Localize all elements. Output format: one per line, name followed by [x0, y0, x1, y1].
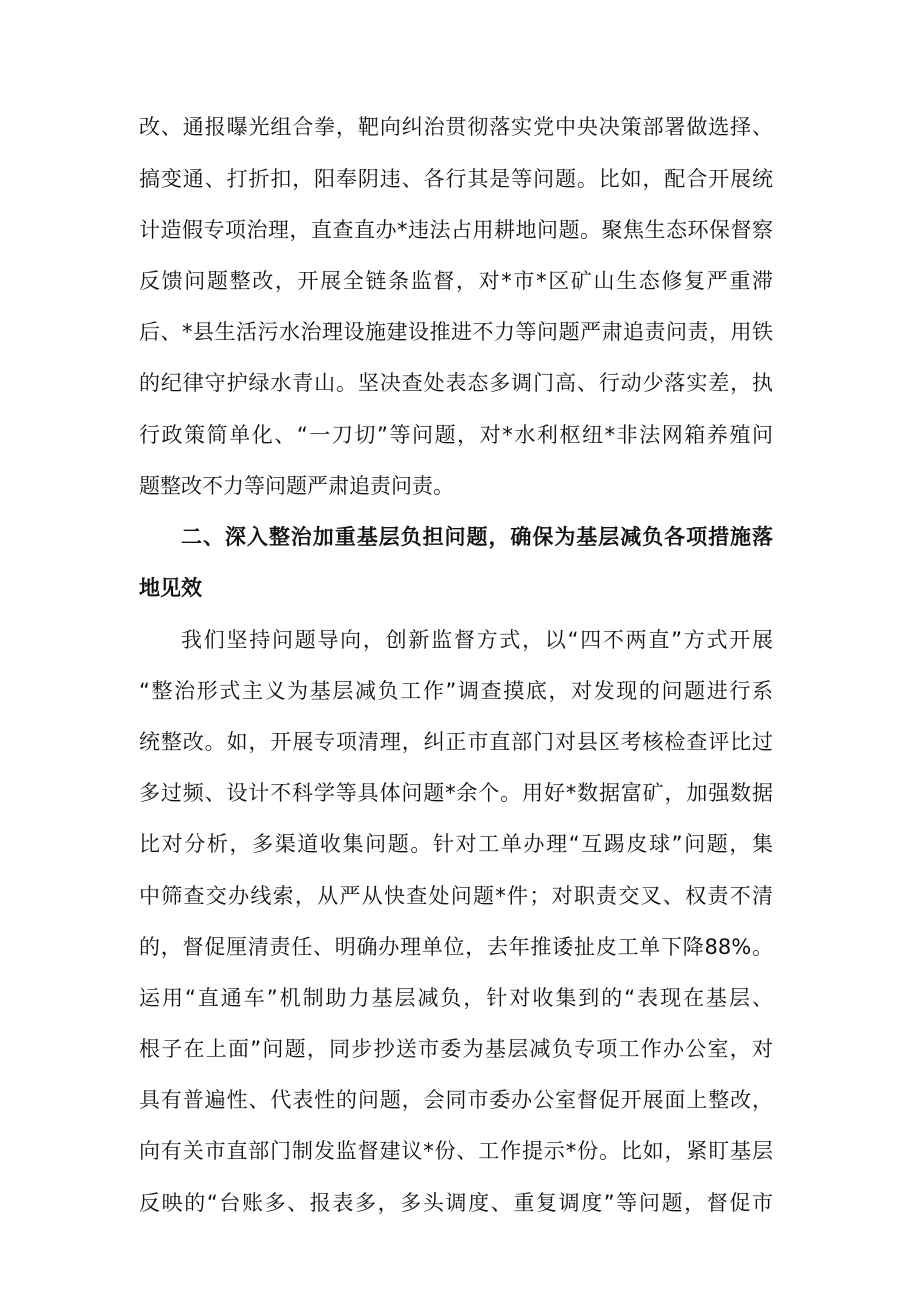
- body-text-line: 反映的“台账多、报表多，多头调度、重复调度”等问题，督促市: [139, 1191, 773, 1215]
- body-text-line: 行政策简单化、“一刀切”等问题，对*水利枢纽*非法网箱养殖问: [139, 423, 773, 447]
- section-heading: 二、深入整治加重基层负担问题，确保为基层减负各项措施落: [181, 525, 773, 549]
- body-text-line: “整治形式主义为基层减负工作”调查摸底，对发现的问题进行系: [139, 679, 773, 703]
- body-text-line: 中筛查交办线索，从严从快查处问题*件；对职责交叉、权责不清: [139, 884, 773, 908]
- body-text-line: 多过频、设计不科学等具体问题*余个。用好*数据富矿，加强数据: [139, 781, 773, 805]
- body-text-line: 搞变通、打折扣，阳奉阴违、各行其是等问题。比如，配合开展统: [139, 167, 773, 191]
- body-text-line: 统整改。如，开展专项清理，纠正市直部门对县区考核检查评比过: [139, 730, 773, 754]
- body-text-line: 具有普遍性、代表性的问题，会同市委办公室督促开展面上整改，: [139, 1088, 773, 1112]
- body-text-line: 改、通报曝光组合拳，靶向纠治贯彻落实党中央决策部署做选择、: [139, 115, 773, 139]
- body-text-line: 向有关市直部门制发监督建议*份、工作提示*份。比如，紧盯基层: [139, 1139, 773, 1163]
- body-text-line: 运用“直通车”机制助力基层减负，针对收集到的“表现在基层、: [139, 986, 773, 1010]
- body-text-line: 的，督促厘清责任、明确办理单位，去年推诿扯皮工单下降88%。: [139, 935, 773, 959]
- body-text-line: 题整改不力等问题严肃追责问责。: [139, 474, 454, 498]
- section-heading: 地见效: [139, 576, 202, 600]
- body-text-line: 根子在上面”问题，同步抄送市委为基层减负专项工作办公室，对: [139, 1037, 773, 1061]
- body-text-line: 比对分析，多渠道收集问题。针对工单办理“互踢皮球”问题，集: [139, 832, 773, 856]
- body-text-line: 的纪律守护绿水青山。坚决查处表态多调门高、行动少落实差，执: [139, 371, 773, 395]
- body-text-line: 计造假专项治理，直查直办*违法占用耕地问题。聚焦生态环保督察: [139, 218, 773, 242]
- body-text-line: 反馈问题整改，开展全链条监督，对*市*区矿山生态修复严重滞: [139, 269, 773, 293]
- body-text-line: 后、*县生活污水治理设施建设推进不力等问题严肃追责问责，用铁: [139, 320, 773, 344]
- body-text-line: 我们坚持问题导向，创新监督方式，以“四不两直”方式开展: [181, 628, 773, 652]
